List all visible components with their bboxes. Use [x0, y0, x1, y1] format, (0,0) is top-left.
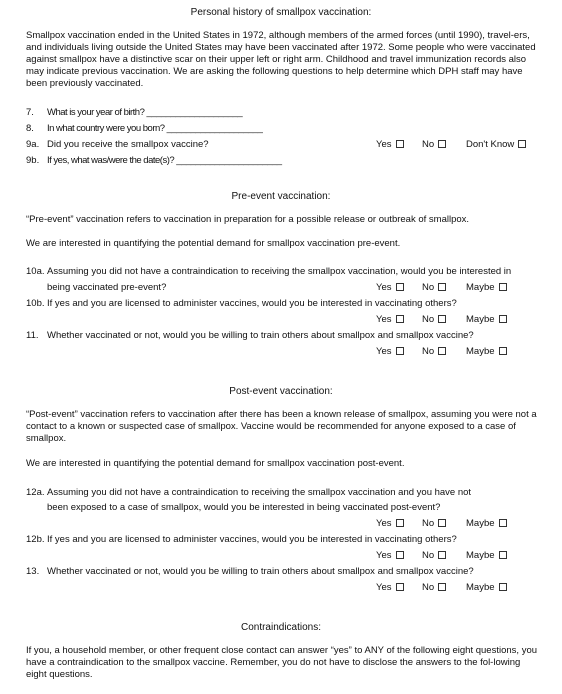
q12a-text-cont: been exposed to a case of smallpox, would you be interested in being vaccinated post-event?: [47, 502, 441, 513]
q10b-number: 10b.: [26, 298, 45, 309]
checkbox[interactable]: [438, 283, 446, 291]
q12a-text: Assuming you did not have a contraindication to receiving the smallpox vaccination and you have not: [47, 487, 472, 498]
q10a-maybe[interactable]: Maybe: [466, 282, 507, 294]
q13-yes[interactable]: Yes: [376, 582, 404, 594]
q12b-no[interactable]: No: [422, 550, 446, 562]
contraindications-heading: Contraindications:: [240, 622, 322, 633]
checkbox[interactable]: [438, 551, 446, 559]
post-event-intro: “Post-event” vaccination refers to vaccination after there has been a known release of smallpox, assuming you were not a contact to a known or suspected case of smallpox. Vaccine would be recommended for anyone exposed to a case of smallpox.: [26, 409, 537, 444]
q10b-maybe[interactable]: Maybe: [466, 314, 507, 326]
q10a-number: 10a.: [26, 266, 45, 277]
q11-number: 11.: [26, 330, 39, 341]
q12a-no[interactable]: No: [422, 518, 446, 530]
q11-maybe[interactable]: Maybe: [466, 346, 507, 358]
pre-event-intro2: We are interested in quantifying the potential demand for smallpox vaccination pre-event.: [26, 238, 401, 249]
q9a-yes[interactable]: Yes: [376, 139, 404, 151]
checkbox[interactable]: [438, 315, 446, 323]
q9a-number: 9a.: [26, 139, 40, 150]
contraindications-intro: If you, a household member, or other frequent close contact can answer “yes” to ANY of the following eight questions, you have a contraindication to the smallpox vaccine. Remember, you do not have to disclose the answers to the fol-lowing eight questions.: [26, 645, 538, 680]
pre-event-heading: Pre-event vaccination:: [231, 191, 331, 202]
q10b-yes[interactable]: Yes: [376, 314, 404, 326]
q11-text: Whether vaccinated or not, would you be willing to train others about smallpox and smallpox vaccine?: [47, 330, 474, 341]
checkbox[interactable]: [396, 551, 404, 559]
checkbox[interactable]: [396, 140, 404, 148]
post-event-heading: Post-event vaccination:: [229, 386, 333, 397]
checkbox[interactable]: [396, 519, 404, 527]
q12a-maybe[interactable]: Maybe: [466, 518, 507, 530]
q11-no[interactable]: No: [422, 346, 446, 358]
checkbox[interactable]: [499, 551, 507, 559]
q9a-dont-know[interactable]: Don't Know: [466, 139, 526, 151]
q9b-number: 9b.: [26, 155, 40, 166]
q8-text[interactable]: In what country were you born? ____________________: [47, 123, 263, 134]
q10a-text: Assuming you did not have a contraindication to receiving the smallpox vaccination, would you be interested in: [47, 266, 512, 277]
post-event-intro2: We are interested in quantifying the potential demand for smallpox vaccination post-event.: [26, 458, 405, 469]
personal-history-intro: Smallpox vaccination ended in the United States in 1972, although members of the armed forces (until 1990), travel-ers, and individuals living outside the United States may have been vaccinated after 1972. Some people who were vaccinated against smallpox have a distinctive scar on their upper left or right arm. Childhood and travel immunization records also may indicate previous vaccination. We are asking the following questions to help determine which DPH staff may have been previously vaccinated.: [26, 30, 536, 89]
q12b-maybe[interactable]: Maybe: [466, 550, 507, 562]
q9a-text: Did you receive the smallpox vaccine?: [47, 139, 209, 150]
q7-number: 7.: [26, 107, 34, 118]
q11-yes[interactable]: Yes: [376, 346, 404, 358]
pre-event-intro: “Pre-event” vaccination refers to vaccination in preparation for a possible release or outbreak of smallpox.: [26, 214, 470, 225]
q12b-text: If yes and you are licensed to administer vaccines, would you be interested in vaccinating others?: [47, 534, 457, 545]
checkbox[interactable]: [499, 347, 507, 355]
q13-number: 13.: [26, 566, 40, 577]
checkbox[interactable]: [396, 583, 404, 591]
q12b-number: 12b.: [26, 534, 45, 545]
q13-text: Whether vaccinated or not, would you be willing to train others about smallpox and smallpox vaccine?: [47, 566, 474, 577]
checkbox[interactable]: [438, 140, 446, 148]
q13-no[interactable]: No: [422, 582, 446, 594]
checkbox[interactable]: [438, 519, 446, 527]
q10a-yes[interactable]: Yes: [376, 282, 404, 294]
checkbox[interactable]: [396, 315, 404, 323]
checkbox[interactable]: [438, 583, 446, 591]
q12a-number: 12a.: [26, 487, 45, 498]
q8-number: 8.: [26, 123, 34, 134]
q9a-no[interactable]: No: [422, 139, 446, 151]
q10a-no[interactable]: No: [422, 282, 446, 294]
checkbox[interactable]: [499, 315, 507, 323]
checkbox[interactable]: [396, 283, 404, 291]
checkbox[interactable]: [499, 283, 507, 291]
personal-history-heading: Personal history of smallpox vaccination:: [190, 7, 372, 18]
checkbox[interactable]: [396, 347, 404, 355]
q10b-no[interactable]: No: [422, 314, 446, 326]
checkbox[interactable]: [499, 583, 507, 591]
checkbox[interactable]: [499, 519, 507, 527]
q10b-text: If yes and you are licensed to administer vaccines, would you be interested in vaccinating others?: [47, 298, 457, 309]
checkbox[interactable]: [518, 140, 526, 148]
q7-text[interactable]: What is your year of birth? ____________________: [47, 107, 243, 118]
q12a-yes[interactable]: Yes: [376, 518, 404, 530]
q9b-text[interactable]: If yes, what was/were the date(s)? ______________________: [47, 155, 282, 166]
checkbox[interactable]: [438, 347, 446, 355]
q12b-yes[interactable]: Yes: [376, 550, 404, 562]
q10a-text-cont: being vaccinated pre-event?: [47, 282, 167, 293]
q13-maybe[interactable]: Maybe: [466, 582, 507, 594]
